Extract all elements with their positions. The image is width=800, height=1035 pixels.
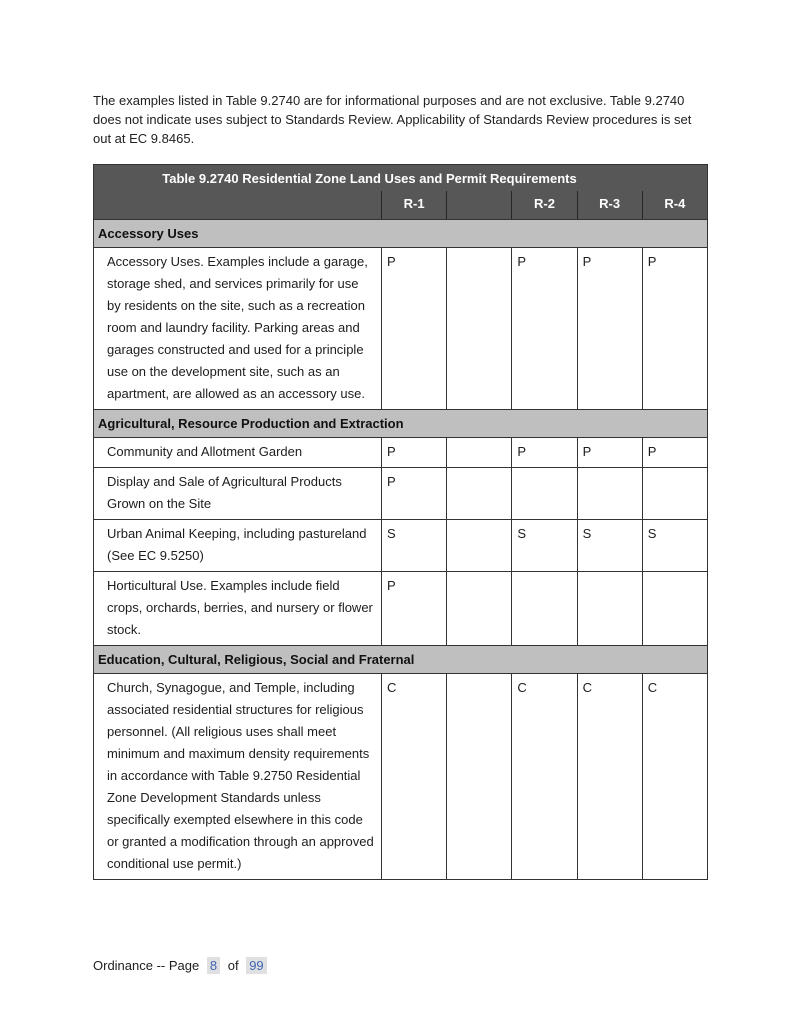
column-header-row	[94, 191, 708, 220]
permit-value-cell: P	[512, 248, 577, 410]
land-use-table	[93, 164, 708, 880]
permit-value-cell: C	[512, 674, 577, 880]
section-heading-row	[94, 220, 708, 248]
table-body	[94, 220, 708, 880]
footer-of-label: of	[227, 958, 239, 973]
permit-value-cell	[447, 468, 512, 520]
permit-value-cell: S	[577, 520, 642, 572]
section-heading: Agricultural, Resource Production and Extraction	[94, 410, 708, 438]
permit-value-cell: P	[382, 438, 447, 468]
permit-value-cell	[577, 468, 642, 520]
permit-value-cell	[447, 438, 512, 468]
section-heading-row	[94, 646, 708, 674]
section-heading: Accessory Uses	[94, 220, 708, 248]
column-header-r-4: R-4	[642, 191, 707, 220]
land-use-description: Display and Sale of Agricultural Products Grown on the Site	[94, 468, 382, 520]
land-use-row	[94, 438, 708, 468]
land-use-row	[94, 248, 708, 410]
column-header-blank	[447, 191, 512, 220]
land-use-description: Horticultural Use. Examples include field crops, orchards, berries, and nursery or flower stock.	[94, 572, 382, 646]
column-header-r-2: R-2	[512, 191, 577, 220]
permit-value-cell: S	[382, 520, 447, 572]
land-use-row	[94, 674, 708, 880]
footer-prefix: Ordinance -- Page	[93, 958, 200, 973]
land-use-description: Accessory Uses. Examples include a garage, storage shed, and services primarily for use by residents on the site, such as a recreation room and laundry facility. Parking areas and garages constructed and used for a principle use on the development site, such as an apartment, are allowed as an accessory use.	[94, 248, 382, 410]
permit-value-cell: S	[642, 520, 707, 572]
permit-value-cell: C	[642, 674, 707, 880]
permit-value-cell: P	[642, 248, 707, 410]
table-title-row	[94, 165, 708, 192]
permit-value-cell	[512, 468, 577, 520]
permit-value-cell: C	[382, 674, 447, 880]
column-header-r-3: R-3	[577, 191, 642, 220]
land-use-row	[94, 468, 708, 520]
column-header-blank-description	[94, 191, 382, 220]
permit-value-cell: S	[512, 520, 577, 572]
table-title: Table 9.2740 Residential Zone Land Uses and Permit Requirements	[94, 165, 708, 192]
permit-value-cell: P	[512, 438, 577, 468]
section-heading-row	[94, 410, 708, 438]
permit-value-cell	[512, 572, 577, 646]
land-use-description: Urban Animal Keeping, including pastureland (See EC 9.5250)	[94, 520, 382, 572]
permit-value-cell: P	[642, 438, 707, 468]
permit-value-cell	[447, 674, 512, 880]
intro-paragraph: The examples listed in Table 9.2740 are for informational purposes and are not exclusive. Table 9.2740 does not indicate uses subject to Standards Review. Applicability of Standards Review procedures is set out at EC 9.8465.	[93, 93, 692, 146]
page-footer	[93, 956, 267, 975]
permit-value-cell: P	[577, 438, 642, 468]
total-pages-field: 99	[246, 957, 266, 974]
permit-value-cell: C	[577, 674, 642, 880]
permit-value-cell	[447, 572, 512, 646]
permit-value-cell: P	[382, 248, 447, 410]
permit-value-cell	[642, 572, 707, 646]
page-number-field: 8	[207, 957, 220, 974]
column-header-r-1: R-1	[382, 191, 447, 220]
section-heading: Education, Cultural, Religious, Social and Fraternal	[94, 646, 708, 674]
permit-value-cell	[577, 572, 642, 646]
land-use-row	[94, 520, 708, 572]
permit-value-cell: P	[382, 572, 447, 646]
permit-value-cell: P	[577, 248, 642, 410]
permit-value-cell: P	[382, 468, 447, 520]
permit-value-cell	[447, 520, 512, 572]
land-use-description: Church, Synagogue, and Temple, including associated residential structures for religious personnel. (All religious uses shall meet minimum and maximum density requirements in accordance with Table 9.2750 Residential Zone Development Standards unless specifically exempted elsewhere in this code or granted a modification through an approved conditional use permit.)	[94, 674, 382, 880]
permit-value-cell	[447, 248, 512, 410]
permit-value-cell	[642, 468, 707, 520]
land-use-row	[94, 572, 708, 646]
land-use-description: Community and Allotment Garden	[94, 438, 382, 468]
